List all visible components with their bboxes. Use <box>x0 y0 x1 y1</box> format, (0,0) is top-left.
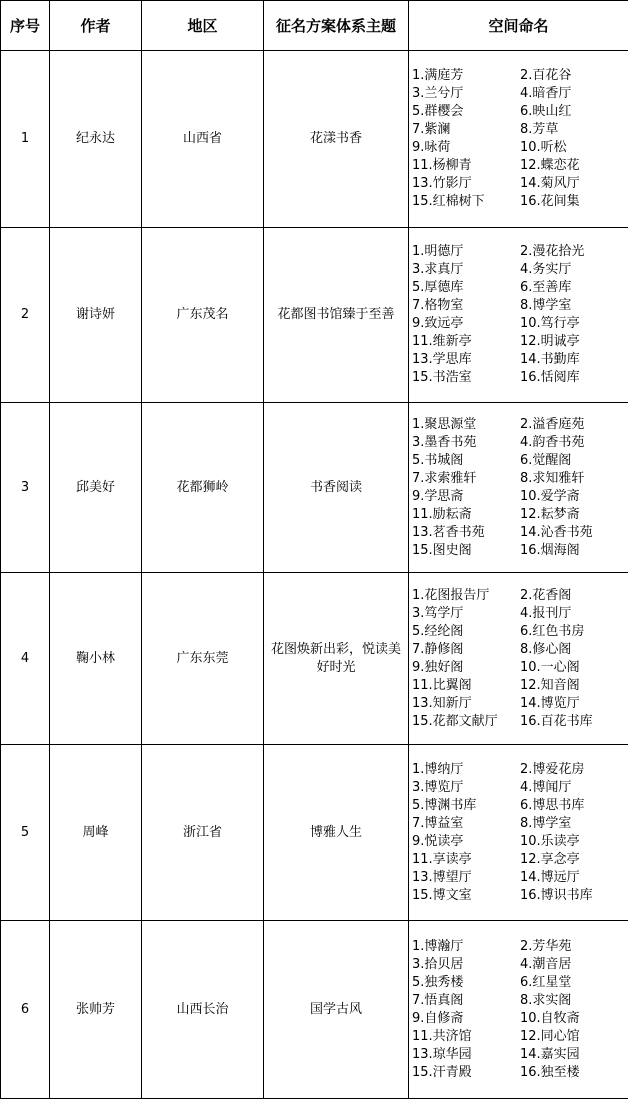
row-region: 山西长治 <box>142 921 264 1099</box>
space-name-item: 12.明诚亭 <box>520 333 628 351</box>
space-name-item: 4.博闻厅 <box>520 779 628 797</box>
space-name-item: 11.维新亭 <box>412 333 520 351</box>
space-name-item: 6.红色书房 <box>520 623 628 641</box>
space-name-item: 5.群樱会 <box>412 103 520 121</box>
space-name-item: 5.博渊书库 <box>412 797 520 815</box>
space-name-item: 6.至善库 <box>520 279 628 297</box>
space-name-item: 15.红棉树下 <box>412 193 520 211</box>
header-number: 序号 <box>1 1 50 51</box>
header-space-names: 空间命名 <box>409 1 628 51</box>
table-row <box>1 573 628 745</box>
header-row <box>1 1 628 51</box>
row-space-names <box>409 403 628 573</box>
header-author: 作者 <box>50 1 142 51</box>
space-name-item: 11.共济馆 <box>412 1028 520 1046</box>
space-name-item: 16.烟海阁 <box>520 542 628 560</box>
space-name-item: 15.汗青殿 <box>412 1064 520 1082</box>
space-name-list <box>412 416 628 560</box>
space-name-item: 10.乐读亭 <box>520 833 628 851</box>
space-name-item: 3.求真厅 <box>412 261 520 279</box>
row-theme: 博雅人生 <box>264 745 409 921</box>
space-name-item: 15.花都文献厅 <box>412 713 520 731</box>
space-name-list <box>412 587 628 731</box>
space-name-item: 4.务实厅 <box>520 261 628 279</box>
row-number: 4 <box>1 573 50 745</box>
row-number: 5 <box>1 745 50 921</box>
space-name-item: 5.书城阁 <box>412 452 520 470</box>
space-name-item: 1.博纳厅 <box>412 761 520 779</box>
space-name-item: 12.享念亭 <box>520 851 628 869</box>
space-name-item: 3.博览厅 <box>412 779 520 797</box>
space-name-item: 3.兰兮厅 <box>412 85 520 103</box>
row-space-names <box>409 921 628 1099</box>
table-row <box>1 921 628 1099</box>
row-theme: 花都图书馆臻于至善 <box>264 228 409 403</box>
row-number: 1 <box>1 51 50 228</box>
space-name-item: 3.墨香书苑 <box>412 434 520 452</box>
space-name-item: 13.学思库 <box>412 351 520 369</box>
space-name-item: 13.竹影厅 <box>412 175 520 193</box>
row-space-names <box>409 745 628 921</box>
row-theme: 花漾书香 <box>264 51 409 228</box>
row-region: 花都狮岭 <box>142 403 264 573</box>
space-name-item: 14.博览厅 <box>520 695 628 713</box>
table-row <box>1 51 628 228</box>
space-name-item: 4.报刊厅 <box>520 605 628 623</box>
table-row <box>1 228 628 403</box>
space-name-item: 14.沁香书苑 <box>520 524 628 542</box>
row-region: 浙江省 <box>142 745 264 921</box>
space-name-item: 4.暗香厅 <box>520 85 628 103</box>
space-name-item: 2.芳华苑 <box>520 938 628 956</box>
space-name-item: 16.博识书库 <box>520 887 628 905</box>
row-theme: 国学古风 <box>264 921 409 1099</box>
space-name-item: 2.漫花拾光 <box>520 243 628 261</box>
space-name-item: 7.静修阁 <box>412 641 520 659</box>
space-name-item: 5.独秀楼 <box>412 974 520 992</box>
row-author: 邱美好 <box>50 403 142 573</box>
space-name-item: 12.知音阁 <box>520 677 628 695</box>
space-name-item: 10.笃行亭 <box>520 315 628 333</box>
space-name-list <box>412 243 628 387</box>
space-name-item: 16.独至楼 <box>520 1064 628 1082</box>
space-name-item: 6.觉醒阁 <box>520 452 628 470</box>
space-name-item: 10.自牧斋 <box>520 1010 628 1028</box>
space-name-item: 15.书浩室 <box>412 369 520 387</box>
space-name-item: 8.求实阁 <box>520 992 628 1010</box>
space-name-list <box>412 67 628 211</box>
row-space-names <box>409 51 628 228</box>
space-name-item: 11.杨柳青 <box>412 157 520 175</box>
space-name-item: 1.聚思源堂 <box>412 416 520 434</box>
space-name-item: 8.芳草 <box>520 121 628 139</box>
space-name-item: 2.博爱花房 <box>520 761 628 779</box>
table-row <box>1 403 628 573</box>
row-author: 纪永达 <box>50 51 142 228</box>
space-name-item: 6.映山红 <box>520 103 628 121</box>
space-name-item: 8.博学室 <box>520 297 628 315</box>
space-name-item: 14.博远厅 <box>520 869 628 887</box>
space-name-list <box>412 761 628 905</box>
table-row <box>1 745 628 921</box>
space-name-item: 1.花图报告厅 <box>412 587 520 605</box>
space-name-item: 8.博学室 <box>520 815 628 833</box>
row-space-names <box>409 228 628 403</box>
space-name-item: 9.悦读亭 <box>412 833 520 851</box>
space-name-item: 12.耘梦斋 <box>520 506 628 524</box>
space-name-item: 13.茗香书苑 <box>412 524 520 542</box>
space-name-item: 9.自修斋 <box>412 1010 520 1028</box>
row-theme: 花图焕新出彩，悦读美好时光 <box>264 573 409 745</box>
row-region: 广东东莞 <box>142 573 264 745</box>
space-name-item: 8.求知雅轩 <box>520 470 628 488</box>
space-name-item: 9.咏荷 <box>412 139 520 157</box>
space-name-item: 7.紫澜 <box>412 121 520 139</box>
row-author: 周峰 <box>50 745 142 921</box>
space-name-item: 7.求索雅轩 <box>412 470 520 488</box>
space-name-item: 3.笃学厅 <box>412 605 520 623</box>
row-number: 3 <box>1 403 50 573</box>
row-author: 鞠小林 <box>50 573 142 745</box>
space-name-item: 12.同心馆 <box>520 1028 628 1046</box>
row-theme: 书香阅读 <box>264 403 409 573</box>
space-name-item: 4.韵香书苑 <box>520 434 628 452</box>
space-name-item: 9.独好阁 <box>412 659 520 677</box>
space-name-item: 10.一心阁 <box>520 659 628 677</box>
space-name-item: 16.百花书库 <box>520 713 628 731</box>
space-name-item: 15.图史阁 <box>412 542 520 560</box>
space-name-item: 11.享读亭 <box>412 851 520 869</box>
space-name-item: 11.励耘斋 <box>412 506 520 524</box>
space-name-item: 7.博益室 <box>412 815 520 833</box>
space-name-item: 10.爱学斋 <box>520 488 628 506</box>
row-number: 6 <box>1 921 50 1099</box>
space-name-item: 14.菊风厅 <box>520 175 628 193</box>
space-name-item: 7.格物室 <box>412 297 520 315</box>
row-author: 张帅芳 <box>50 921 142 1099</box>
header-theme: 征名方案体系主题 <box>264 1 409 51</box>
header-region: 地区 <box>142 1 264 51</box>
space-name-item: 1.明德厅 <box>412 243 520 261</box>
space-name-item: 1.满庭芳 <box>412 67 520 85</box>
space-name-item: 5.经纶阁 <box>412 623 520 641</box>
space-name-item: 15.博文室 <box>412 887 520 905</box>
space-name-item: 14.书勤库 <box>520 351 628 369</box>
space-name-item: 5.厚德库 <box>412 279 520 297</box>
space-name-item: 13.知新厅 <box>412 695 520 713</box>
space-name-item: 7.悟真阁 <box>412 992 520 1010</box>
space-name-item: 6.博思书库 <box>520 797 628 815</box>
space-name-item: 13.琼华园 <box>412 1046 520 1064</box>
space-name-item: 2.花香阁 <box>520 587 628 605</box>
space-name-item: 6.红星堂 <box>520 974 628 992</box>
space-name-item: 3.拾贝居 <box>412 956 520 974</box>
row-region: 广东茂名 <box>142 228 264 403</box>
space-name-item: 8.修心阁 <box>520 641 628 659</box>
space-name-list <box>412 938 628 1082</box>
space-name-item: 16.恬阅库 <box>520 369 628 387</box>
space-name-item: 2.溢香庭苑 <box>520 416 628 434</box>
row-region: 山西省 <box>142 51 264 228</box>
space-name-item: 13.博望厅 <box>412 869 520 887</box>
space-name-item: 11.比翼阁 <box>412 677 520 695</box>
space-name-item: 16.花间集 <box>520 193 628 211</box>
space-name-item: 4.潮音居 <box>520 956 628 974</box>
space-name-item: 9.学思斋 <box>412 488 520 506</box>
row-author: 谢诗妍 <box>50 228 142 403</box>
space-name-item: 10.听松 <box>520 139 628 157</box>
row-space-names <box>409 573 628 745</box>
space-name-item: 14.嘉实园 <box>520 1046 628 1064</box>
space-name-item: 2.百花谷 <box>520 67 628 85</box>
space-name-item: 1.博瀚厅 <box>412 938 520 956</box>
space-name-item: 12.蝶恋花 <box>520 157 628 175</box>
row-number: 2 <box>1 228 50 403</box>
space-name-item: 9.致远亭 <box>412 315 520 333</box>
